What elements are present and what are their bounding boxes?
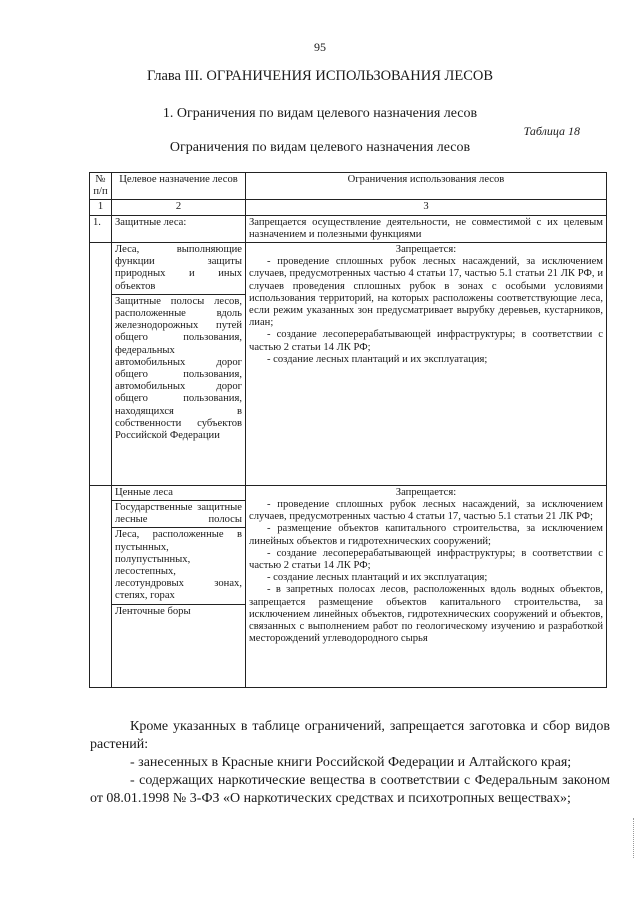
colnum-3: 3 [246,200,607,215]
colnum-1: 1 [90,200,112,215]
restriction-item: - создание лесных плантаций и их эксплуатация; [267,572,488,584]
restriction-item: - создание лесных плантаций и их эксплуатация; [267,353,488,365]
table-row [90,215,607,242]
table-header-row [90,173,607,200]
row-purpose: Государственные защитные лесные полосы [112,501,246,528]
restriction-item: - в запретных полосах лесов, расположенных вдоль водных объектов, запрещается размещение объектов капитального строительства, за исключением линейных объектов, гидротехнических сооружений и объектов, связанных с выполнением работ по геологическому изучению и разработкой месторождений углеводородного сырья [249,584,603,645]
table-row [90,485,607,500]
chapter-title: Глава III. ОГРАНИЧЕНИЯ ИСПОЛЬЗОВАНИЯ ЛЕСОВ [146,68,494,84]
row-restrictions [246,243,607,486]
restriction-item: - создание лесоперерабатывающей инфраструктуры; в соответствии с частью 2 статьи 14 ЛК РФ; [249,547,603,572]
list-item: - занесенных в Красные книги Российской Федерации и Алтайского края; [130,755,572,770]
row-purpose: Ленточные боры [112,604,246,687]
header-restrictions: Ограничения использования лесов [246,173,607,200]
restriction-item: - размещение объектов капитального строительства, за исключением линейных объектов и гидротехнических сооружений; [249,523,603,547]
row-purpose: Защитные полосы лесов, расположенные вдоль железнодорожных путей общего пользования, федеральных автомобильных дорог общего пользования, автомобильных дорог общего пользования, находящихся в собственности субъектов Российской Федерации [112,294,246,485]
restriction-item: - проведение сплошных рубок лесных насаждений, за исключением случаев, предусмотренных частью 4 статьи 17, частью 5.1 статьи 21 ЛК РФ, и случаев проведения сплошных рубок в зонах с особыми условиями использования территорий, на которых расположены соответствующие леса, если режим указанных зон предусматривает вырубку деревьев, кустарников, лиан; [249,256,603,329]
section-title: 1. Ограничения по видам целевого назначения лесов [162,106,478,121]
row-purpose: Леса, расположенные в пустынных, полупустынных, лесостепных, лесотундровых зонах, степях, горах [112,528,246,604]
table-label: Таблица 18 [523,124,580,138]
table-colnum-row [90,200,607,215]
restriction-heading: Запрещается: [395,486,457,498]
row-restrictions [246,485,607,687]
restriction-item: - создание лесоперерабатывающей инфраструктуры; в соответствии с частью 2 статьи 14 ЛК РФ; [249,329,603,353]
page-number: 95 [314,40,326,54]
row-purpose: Ценные леса [112,485,246,500]
restriction-heading: Запрещается: [395,244,457,256]
table-title: Ограничения по видам целевого назначения лесов [169,140,471,155]
row-restriction: Запрещается осуществление деятельности, не совместимой с их целевым назначением и полезными функциями [246,215,607,242]
row-purpose: Защитные леса: [112,215,246,242]
header-purpose: Целевое назначение лесов [112,173,246,200]
scan-edge-mark [633,818,636,858]
list-item: - содержащих наркотические вещества в соответствии с Федеральным законом от 08.01.1998 № 3-ФЗ «О наркотических средствах и психотропных веществах»; [90,773,610,806]
header-num: № п/п [90,173,112,200]
row-purpose: Леса, выполняющие функции защиты природных и иных объектов [112,243,246,295]
paragraph-intro: Кроме указанных в таблице ограничений, запрещается заготовка и сбор видов растений: [90,719,610,752]
colnum-2: 2 [112,200,246,215]
restrictions-table [89,172,607,688]
row-num: 1. [90,215,112,242]
restriction-item: - проведение сплошных рубок лесных насаждений, за исключением случаев, предусмотренных частью 4 статьи 17, частью 5.1 статьи 21 ЛК РФ; [249,499,603,523]
table-row [90,243,607,295]
after-table-text [90,718,610,808]
